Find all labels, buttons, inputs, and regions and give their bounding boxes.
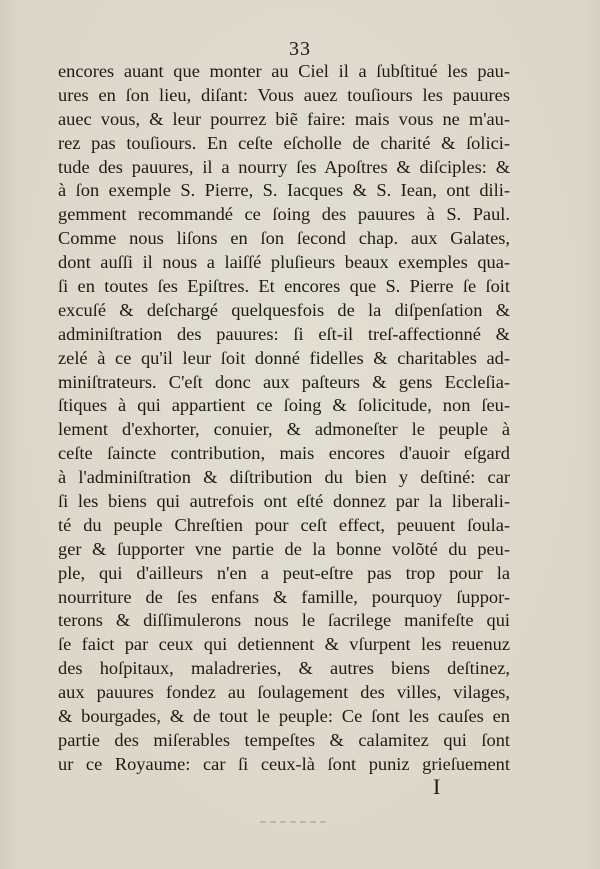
text-line: ſi en toutes ſes Epiſtres. Et encores que S. Pierre ſe ſoit xyxy=(58,276,510,297)
text-line: miniſtrateurs. C'eſt donc aux paſteurs & gens Eccleſia- xyxy=(58,371,510,392)
signature-mark: I xyxy=(433,774,441,799)
text-line: à ſon exemple S. Pierre, S. Iacques & S. Iean, ont dili- xyxy=(58,180,510,201)
text-line: Comme nous liſons en ſon ſecond chap. aux Galates, xyxy=(58,228,510,249)
body-text xyxy=(58,60,510,777)
text-line: & bourgades, & de tout le peuple: Ce ſont les cauſes en xyxy=(58,706,510,727)
text-line: auec vous, & leur pourrez biẽ faire: mais vous ne m'au- xyxy=(58,108,510,129)
text-line: nourriture de ſes enfans & famille, pourquoy ſuppor- xyxy=(58,586,510,607)
text-line: ger & ſupporter vne partie de la bonne volõté du peu- xyxy=(58,538,510,559)
text-line: encores auant que monter au Ciel il a ſubſtitué les pau- xyxy=(58,61,510,81)
text-line: gemment recommandé ce ſoing des pauures à S. Paul. xyxy=(58,204,510,225)
text-line: des hoſpitaux, maladreries, & autres biens deſtinez, xyxy=(58,658,510,679)
text-line: partie des miſerables tempeſtes & calamitez qui ſont xyxy=(58,729,510,750)
text-line: ſe faict par ceux qui detiennent & vſurpent les reuenuz xyxy=(58,634,510,655)
text-line: zelé à ce qu'il leur ſoit donné fidelles & charitables ad- xyxy=(58,347,510,368)
text-line: té du peuple Chreſtien pour ceſt effect, peuuent ſoula- xyxy=(58,514,510,535)
text-line: excuſé & deſchargé quelquesfois de la diſpenſation & xyxy=(58,299,510,320)
text-line: ple, qui d'ailleurs n'en a peut-eſtre pas trop pour la xyxy=(58,562,510,583)
text-line: ſtiques à qui appartient ce ſoing & ſolicitude, non ſeu- xyxy=(58,395,510,416)
text-line: ures en ſon lieu, diſant: Vous auez touſiours les pauures xyxy=(58,84,510,105)
text-line: terons & diſſimulerons nous le ſacrilege manifeſte qui xyxy=(58,610,510,631)
text-line: ſi les biens qui autrefois ont eſté donnez par la liberali- xyxy=(58,491,510,512)
text-line: aux pauures fondez au ſoulagement des villes, vilages, xyxy=(58,682,510,703)
text-line: à l'adminiſtration & diſtribution du bien y deſtiné: car xyxy=(58,467,510,488)
text-line: adminiſtration des pauures: ſi eſt-il treſ-affectionné & xyxy=(58,323,510,344)
text-line: dont auſſi il nous a laiſſé pluſieurs beaux exemples qua- xyxy=(58,252,510,273)
text-line: rez pas touſiours. En ceſte eſcholle de charité & ſolici- xyxy=(58,132,510,153)
text-line: tude des pauures, il a nourry ſes Apoſtres & diſciples: & xyxy=(58,156,510,177)
text-line: ur ce Royaume: car ſi ceux-là ſont puniz grieſuement xyxy=(58,753,510,774)
text-line: lement d'exhorter, conuier, & admoneſter le peuple à xyxy=(58,419,510,440)
ink-smudge xyxy=(258,808,338,820)
page-number: 33 xyxy=(289,38,311,60)
text-line: ceſte ſaincte contribution, mais encores d'auoir eſgard xyxy=(58,443,510,464)
